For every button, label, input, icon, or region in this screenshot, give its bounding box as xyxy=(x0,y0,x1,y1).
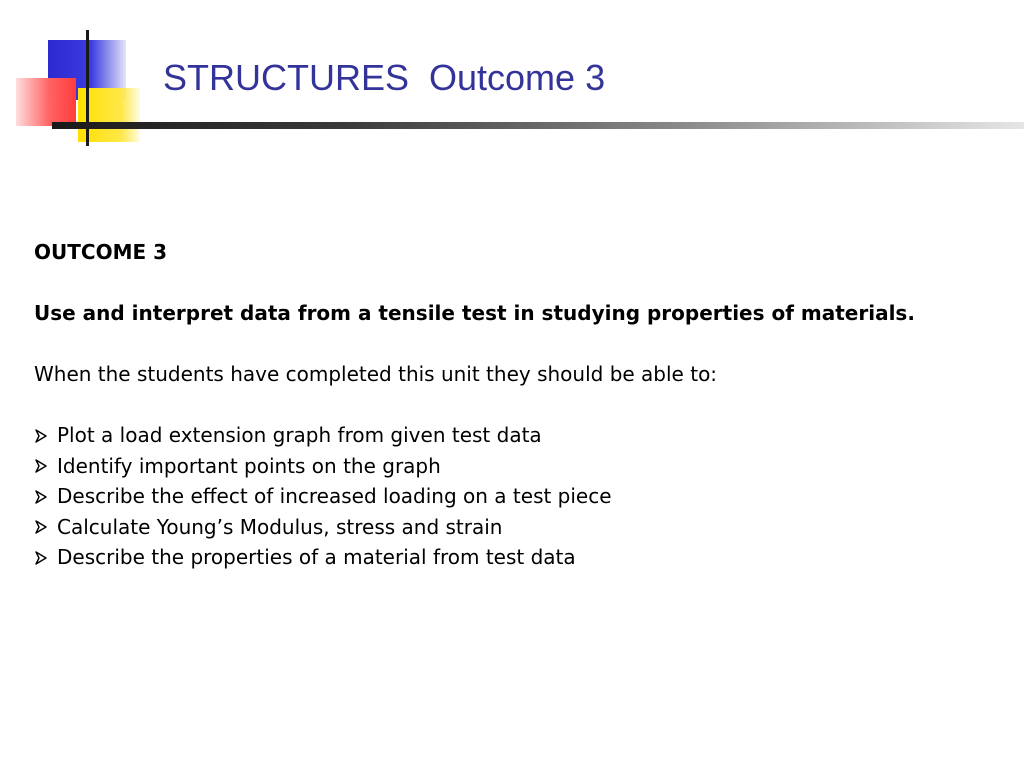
bullet-list xyxy=(34,420,934,573)
slide-body xyxy=(34,237,934,573)
arrow-bullet-icon xyxy=(34,429,48,443)
bullet-text: Identify important points on the graph xyxy=(57,453,441,478)
bullet-text: Describe the effect of increased loading on a test piece xyxy=(57,484,612,508)
arrow-bullet-icon xyxy=(34,520,48,534)
title-underline-rule xyxy=(52,122,1024,129)
outcome-statement: Use and interpret data from a tensile test in studying properties of materials. xyxy=(34,301,915,325)
bullet-text: Plot a load extension graph from given test data xyxy=(57,423,542,447)
list-item xyxy=(34,512,934,543)
slide-title: STRUCTURES Outcome 3 xyxy=(163,57,606,98)
spacer xyxy=(34,329,934,360)
spacer xyxy=(34,390,934,421)
list-item xyxy=(34,451,934,482)
list-item xyxy=(34,481,934,512)
arrow-bullet-icon xyxy=(34,459,48,473)
arrow-bullet-icon xyxy=(34,551,48,565)
arrow-bullet-icon xyxy=(34,490,48,504)
list-item xyxy=(34,420,934,451)
intro-text: When the students have completed this unit they should be able to: xyxy=(34,362,718,386)
list-item xyxy=(34,542,934,573)
outcome-heading: OUTCOME 3 xyxy=(34,240,168,264)
bullet-text: Describe the properties of a material from test data xyxy=(57,545,576,569)
bullet-text: Calculate Young’s Modulus, stress and strain xyxy=(57,514,503,539)
spacer xyxy=(34,268,934,299)
logo-red-square xyxy=(16,78,76,126)
